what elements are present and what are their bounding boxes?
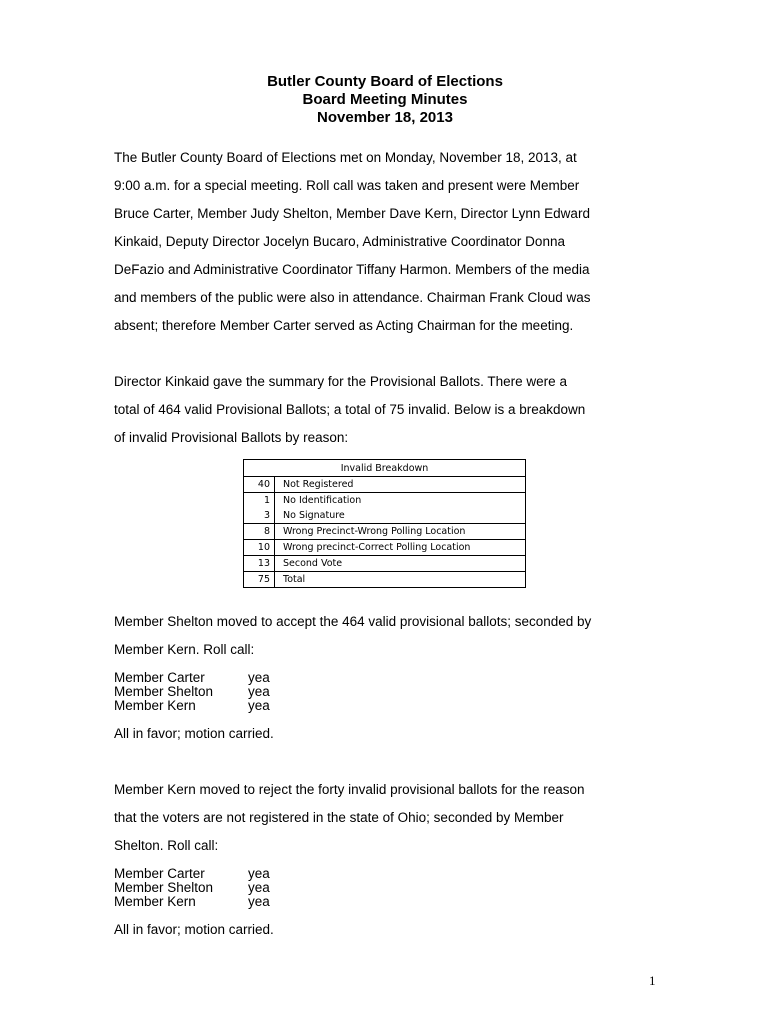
table-cell-reason: Second Vote	[275, 556, 526, 572]
intro-paragraph	[114, 144, 674, 340]
table-row	[244, 477, 526, 493]
paragraph-line: 9:00 a.m. for a special meeting. Roll call was taken and present were Member	[114, 178, 580, 193]
paragraph-line: that the voters are not registered in the state of Ohio; seconded by Member	[114, 810, 564, 825]
roll-call-member: Member Shelton	[114, 880, 214, 895]
document-title: Butler County Board of Elections	[267, 73, 503, 90]
table-row	[244, 524, 526, 540]
invalid-breakdown-table	[243, 459, 526, 588]
table-cell-count: 1	[244, 493, 275, 509]
roll-call-vote: yea	[248, 880, 270, 895]
table-row	[244, 556, 526, 572]
motion2-paragraph	[114, 776, 674, 860]
provisional-paragraph	[114, 368, 674, 452]
table-cell-reason: Total	[283, 574, 306, 585]
table-cell-reason: Not Registered	[275, 477, 526, 493]
roll-call-member: Member Kern	[114, 894, 196, 909]
table-cell-reason: Wrong precinct-Correct Polling Location	[275, 540, 526, 556]
motion2-result: All in favor; motion carried.	[114, 922, 274, 937]
table-row	[244, 540, 526, 556]
paragraph-line: Director Kinkaid gave the summary for the Provisional Ballots. There were a	[114, 374, 567, 389]
roll-call-member: Member Kern	[114, 698, 196, 713]
paragraph-line: and members of the public were also in attendance. Chairman Frank Cloud was	[114, 290, 591, 305]
table-row	[244, 508, 526, 524]
paragraph-line: The Butler County Board of Elections met on Monday, November 18, 2013, at	[114, 150, 577, 165]
motion1-paragraph	[114, 608, 674, 664]
table-cell-count: 13	[244, 556, 275, 572]
table-cell-count: 8	[244, 524, 275, 540]
roll-call-row	[114, 671, 270, 685]
paragraph-line: DeFazio and Administrative Coordinator Tiffany Harmon. Members of the media	[114, 262, 590, 277]
roll-call-member: Member Carter	[114, 866, 205, 881]
roll-call-vote: yea	[248, 684, 270, 699]
table-header: Invalid Breakdown	[244, 460, 526, 477]
roll-call-vote: yea	[248, 670, 270, 685]
roll-call-row	[114, 699, 270, 713]
paragraph-line: of invalid Provisional Ballots by reason:	[114, 430, 349, 445]
document-date: November 18, 2013	[317, 109, 453, 126]
table-cell-count: 3	[244, 508, 275, 524]
roll-call-vote: yea	[248, 698, 270, 713]
motion2-roll-call	[114, 867, 270, 909]
paragraph-line: Member Shelton moved to accept the 464 valid provisional ballots; seconded by	[114, 614, 592, 629]
paragraph-line: total of 464 valid Provisional Ballots; a total of 75 invalid. Below is a breakdown	[114, 402, 586, 417]
paragraph-line: Member Kern moved to reject the forty invalid provisional ballots for the reason	[114, 782, 585, 797]
motion1-result: All in favor; motion carried.	[114, 726, 274, 741]
roll-call-row	[114, 895, 270, 909]
roll-call-vote: yea	[248, 866, 270, 881]
table-row	[244, 493, 526, 509]
paragraph-line: Bruce Carter, Member Judy Shelton, Member Dave Kern, Director Lynn Edward	[114, 206, 590, 221]
document-subtitle: Board Meeting Minutes	[302, 91, 468, 108]
paragraph-line: Member Kern. Roll call:	[114, 642, 255, 657]
page-number: 1	[649, 973, 656, 988]
roll-call-row	[114, 685, 270, 699]
paragraph-line: Shelton. Roll call:	[114, 838, 219, 853]
paragraph-line: absent; therefore Member Carter served as Acting Chairman for the meeting.	[114, 318, 574, 333]
roll-call-member: Member Shelton	[114, 684, 214, 699]
table-cell-count: 40	[244, 477, 275, 493]
table-cell-reason: No Identification	[283, 495, 362, 506]
roll-call-member: Member Carter	[114, 670, 205, 685]
table-row-total	[244, 572, 526, 588]
table-cell-count: 10	[244, 540, 275, 556]
roll-call-row	[114, 881, 270, 895]
roll-call-vote: yea	[248, 894, 270, 909]
motion1-roll-call	[114, 671, 270, 713]
table-cell-reason: No Signature	[275, 508, 526, 524]
roll-call-row	[114, 867, 270, 881]
paragraph-line: Kinkaid, Deputy Director Jocelyn Bucaro, Administrative Coordinator Donna	[114, 234, 565, 249]
table-cell-reason: Wrong Precinct-Wrong Polling Location	[275, 524, 526, 540]
table-cell-count: 75	[244, 572, 275, 588]
